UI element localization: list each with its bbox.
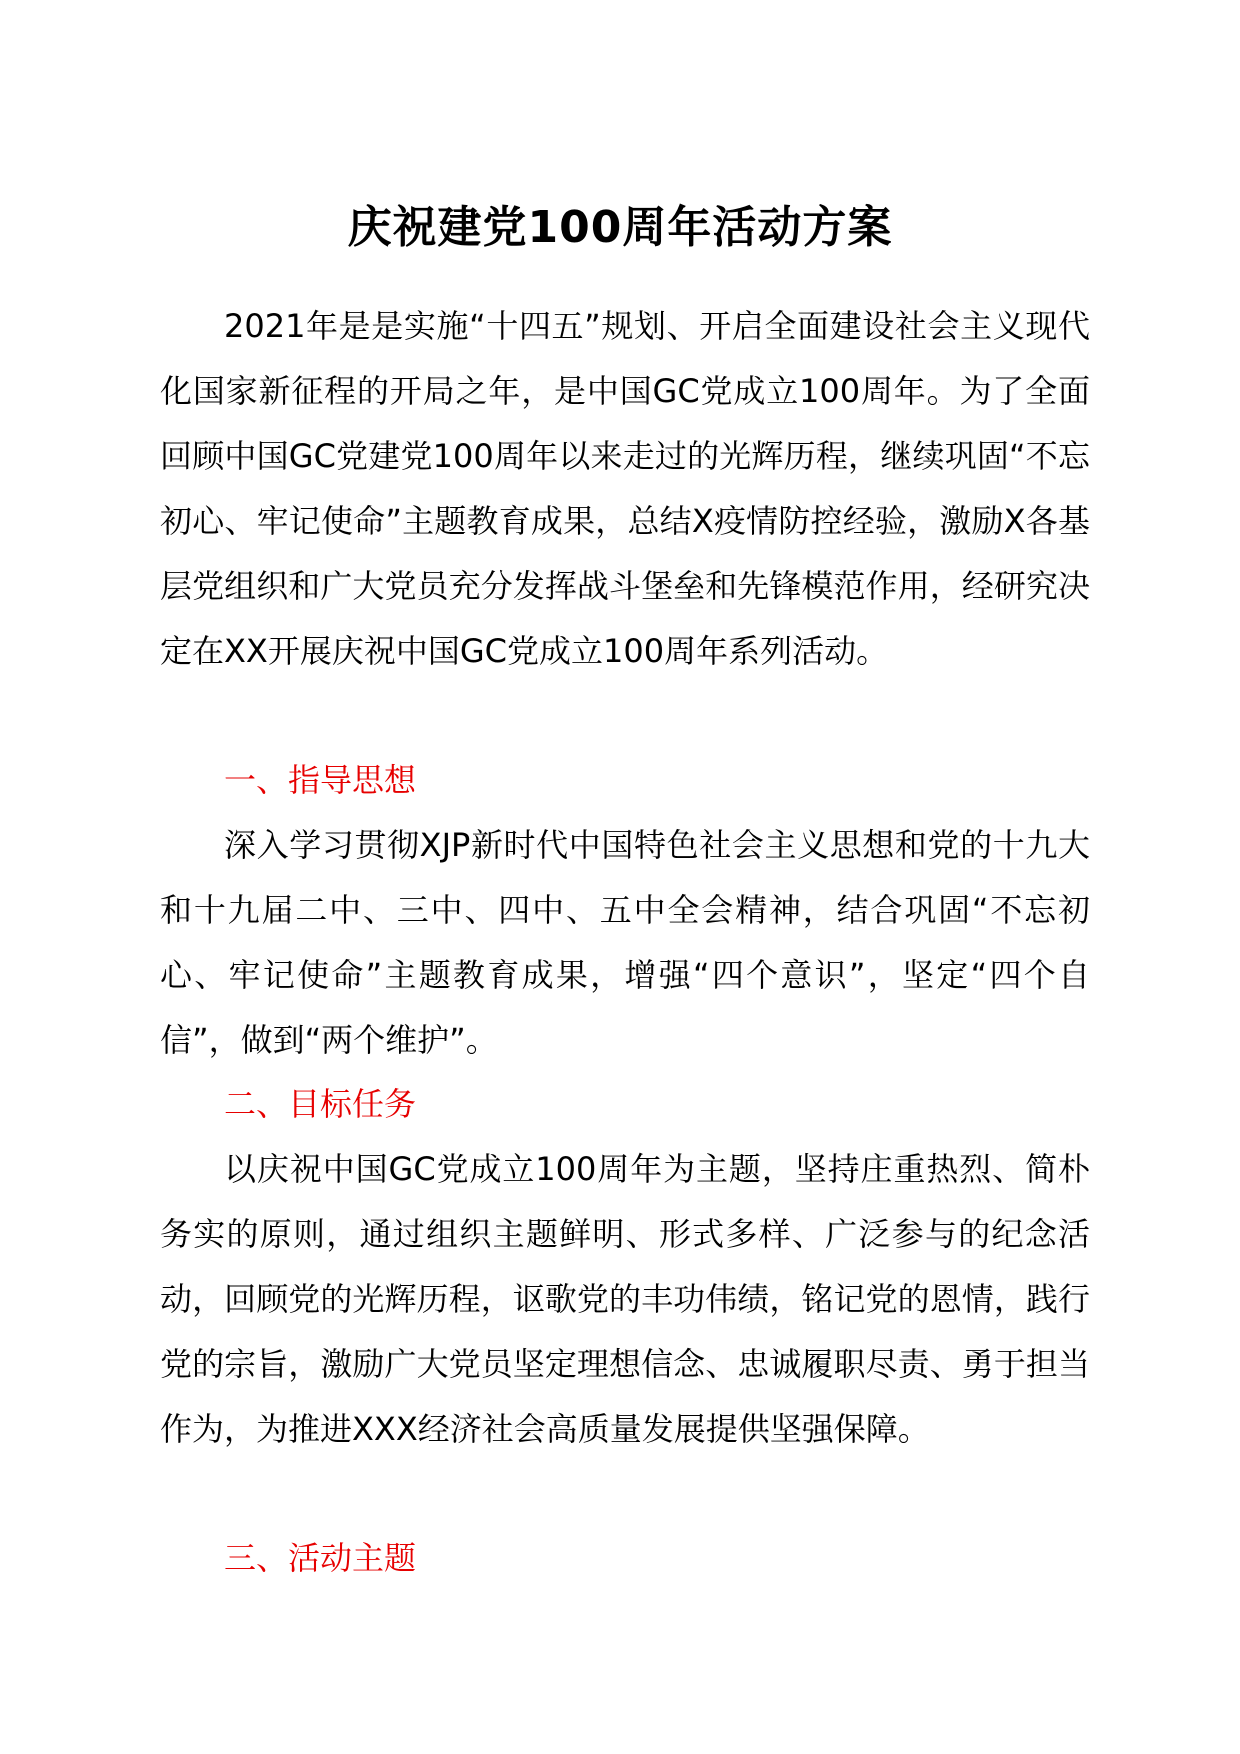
document-title: 庆祝建党100周年活动方案 bbox=[347, 202, 893, 253]
section-heading-activity-theme: 三、活动主题 bbox=[224, 1539, 417, 1577]
section-heading-goals-tasks: 二、目标任务 bbox=[224, 1085, 417, 1123]
section-heading-guiding-ideology: 一、指导思想 bbox=[224, 761, 417, 799]
intro-paragraph: 2021年是是实施“十四五”规划、开启全面建设社会主义现代化国家新征程的开局之年，是中国GC党成立100周年。为了全面回顾中国GC党建党100周年以来走过的光辉历程，继续巩固“不忘初心、牢记使命”主题教育成果，总结X疫情防控经验，激励X各基层党组织和广大党员充分发挥战斗堡垒和先锋模范作用，经研究决定在XX开展庆祝中国GC党成立100周年系列活动。 bbox=[160, 307, 1090, 670]
goals-tasks-paragraph: 以庆祝中国GC党成立100周年为主题，坚持庄重热烈、简朴务实的原则，通过组织主题鲜明、形式多样、广泛参与的纪念活动，回顾党的光辉历程，讴歌党的丰功伟绩，铭记党的恩情，践行党的宗旨，激励广大党员坚定理想信念、忠诚履职尽责、勇于担当作为，为推进XXX经济社会高质量发展提供坚强保障。 bbox=[160, 1150, 1090, 1448]
guiding-ideology-paragraph: 深入学习贯彻XJP新时代中国特色社会主义思想和党的十九大和十九届二中、三中、四中、五中全会精神，结合巩固“不忘初心、牢记使命”主题教育成果，增强“四个意识”，坚定“四个自信”，做到“两个维护”。 bbox=[160, 826, 1090, 1059]
